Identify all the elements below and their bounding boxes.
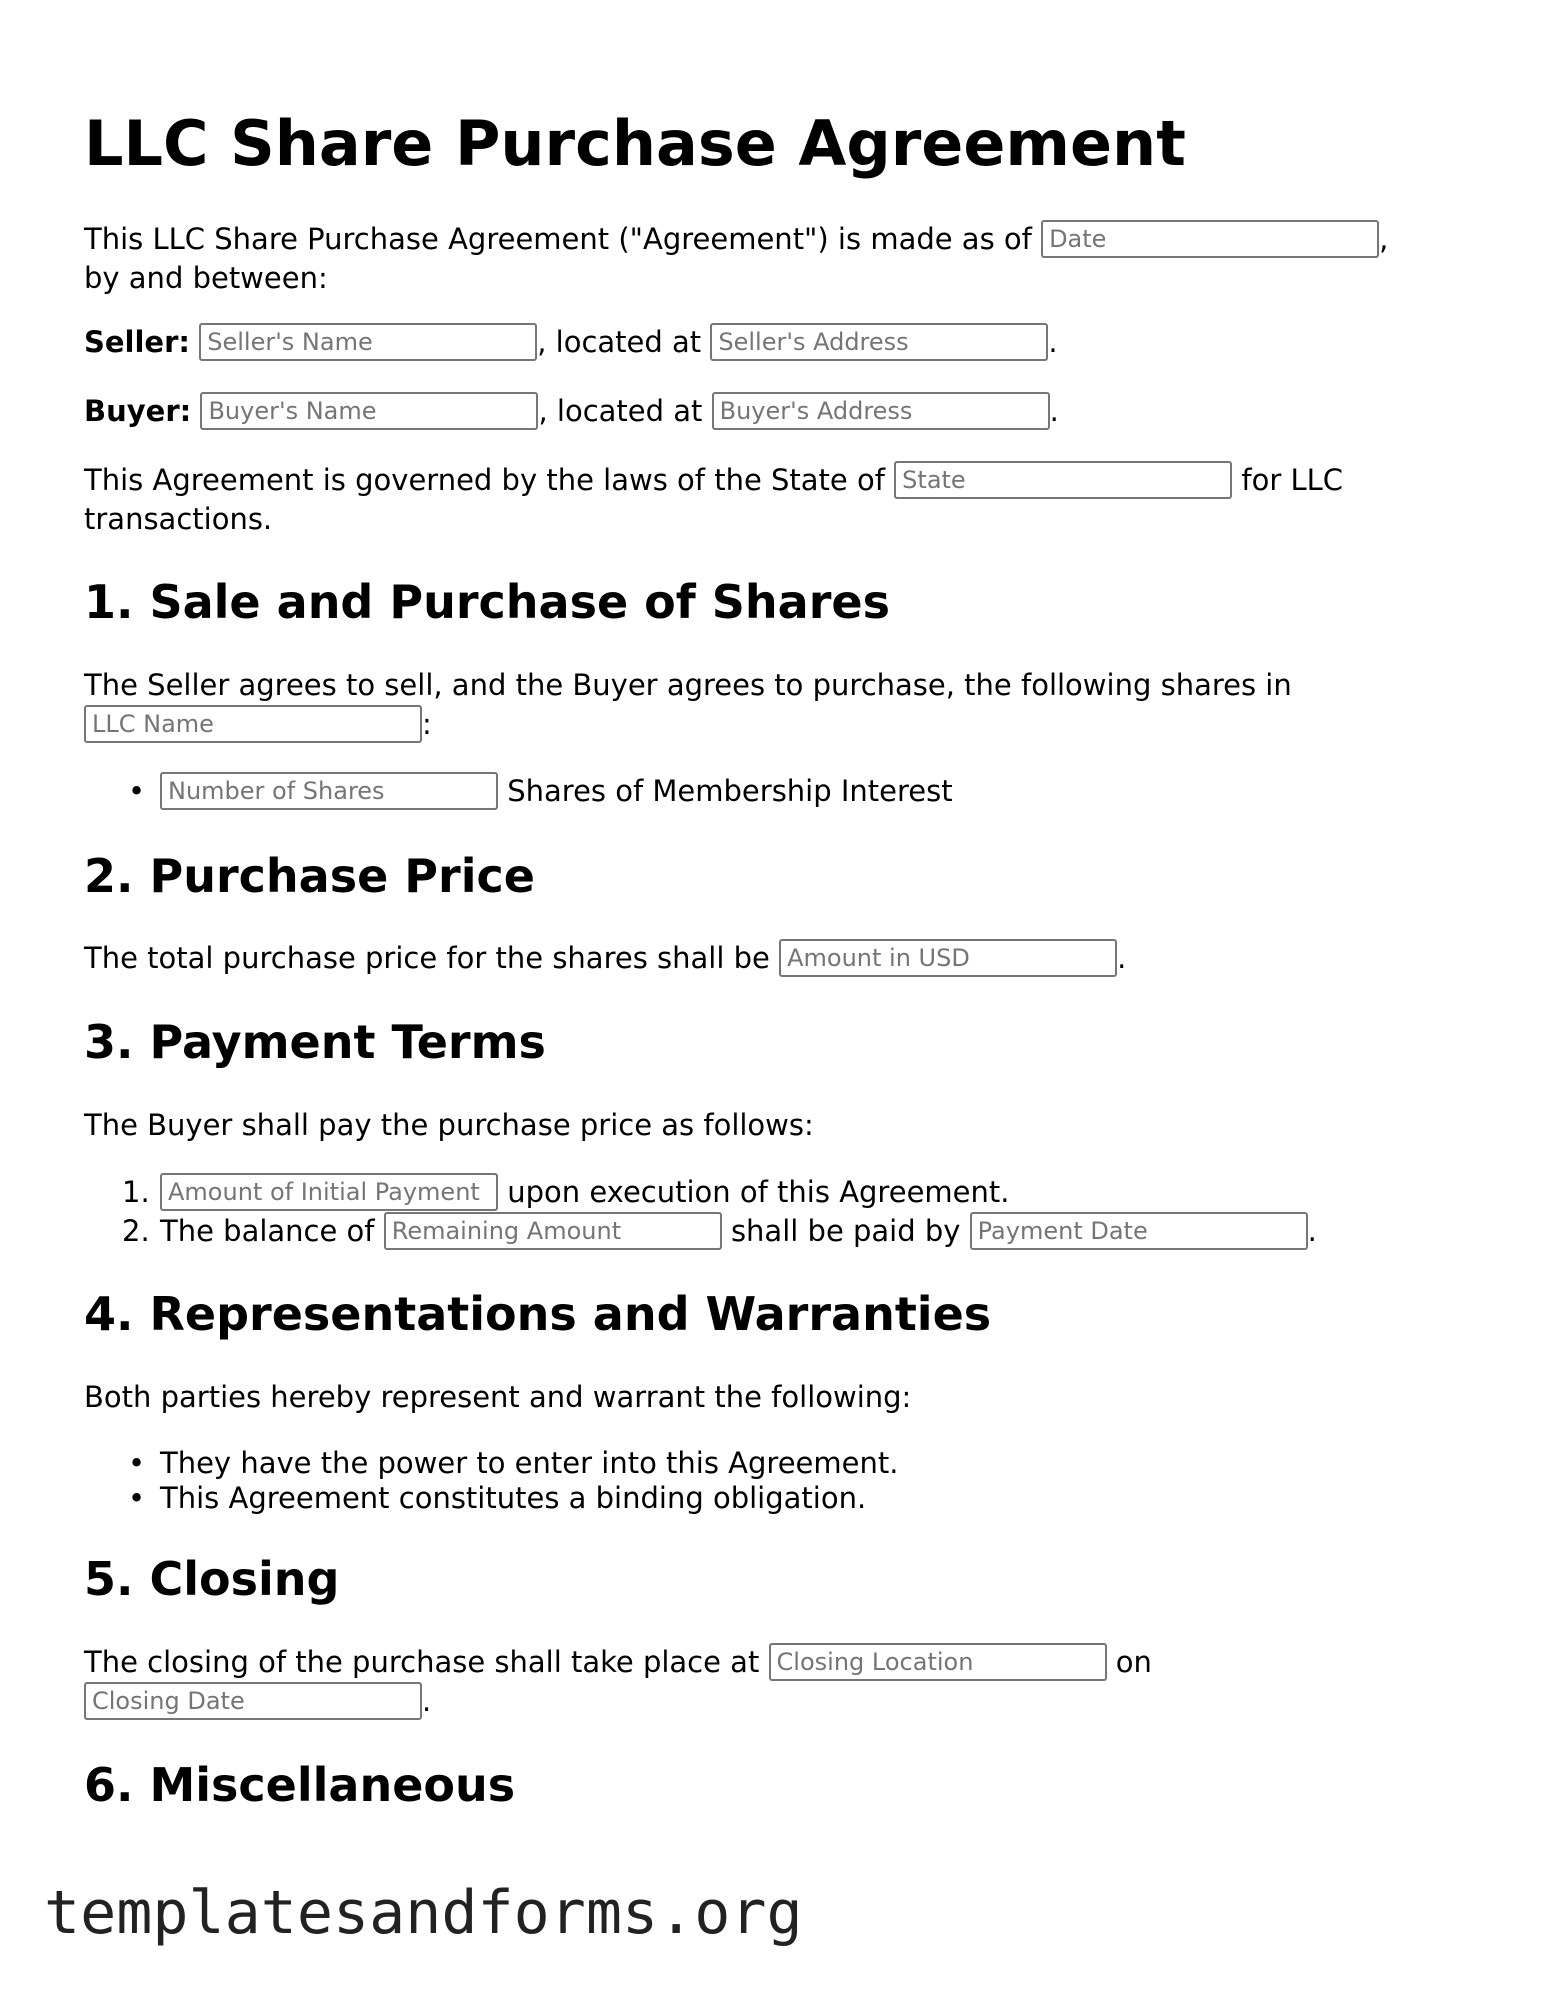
payment-terms-list bbox=[84, 1173, 1317, 1251]
section-1-paragraph bbox=[84, 666, 1292, 744]
buyer-paragraph bbox=[84, 392, 1059, 431]
list-item bbox=[84, 1481, 898, 1516]
section-4-text: Both parties hereby represent and warrant the following: bbox=[84, 1380, 912, 1414]
list-number: 2. bbox=[122, 1214, 150, 1248]
list-item bbox=[84, 1446, 898, 1481]
seller-period: . bbox=[1048, 325, 1058, 359]
section-4-heading: 4. Representations and Warranties bbox=[84, 1287, 992, 1341]
governing-law-paragraph bbox=[84, 461, 1343, 539]
initial-payment-text: upon execution of this Agreement. bbox=[507, 1175, 1010, 1209]
section-1-list bbox=[84, 773, 953, 810]
section-1-heading: 1. Sale and Purchase of Shares bbox=[84, 575, 890, 629]
bullet-marker: • bbox=[128, 1446, 146, 1480]
seller-paragraph bbox=[84, 323, 1058, 362]
section-4-paragraph bbox=[84, 1378, 911, 1417]
page-title: LLC Share Purchase Agreement bbox=[84, 107, 1186, 180]
section-5-heading: 5. Closing bbox=[84, 1552, 340, 1606]
section-5-text: The closing of the purchase shall take place at bbox=[84, 1645, 760, 1679]
section-2-period: . bbox=[1117, 941, 1127, 975]
closing-period: . bbox=[422, 1684, 432, 1718]
governing-text: This Agreement is governed by the laws of the State of bbox=[84, 463, 885, 497]
seller-address-field[interactable] bbox=[710, 323, 1048, 361]
remaining-amount-field[interactable] bbox=[384, 1212, 722, 1250]
intro-paragraph bbox=[84, 220, 1388, 298]
section-3-paragraph bbox=[84, 1106, 814, 1145]
warranty-text: This Agreement constitutes a binding obligation. bbox=[160, 1481, 867, 1515]
closing-location-field[interactable] bbox=[769, 1643, 1107, 1681]
buyer-located-at: , located at bbox=[538, 394, 703, 428]
intro-text: This LLC Share Purchase Agreement ("Agreement") is made as of bbox=[84, 222, 1032, 256]
section-3-text: The Buyer shall pay the purchase price as follows: bbox=[84, 1108, 814, 1142]
list-item bbox=[84, 1212, 1317, 1251]
paid-by-text: shall be paid by bbox=[730, 1214, 961, 1248]
llc-name-field[interactable] bbox=[84, 705, 422, 743]
payment-date-field[interactable] bbox=[970, 1212, 1308, 1250]
payment-period: . bbox=[1307, 1214, 1317, 1248]
state-field[interactable] bbox=[894, 461, 1232, 499]
initial-payment-field[interactable] bbox=[160, 1173, 498, 1211]
bullet-marker: • bbox=[128, 774, 146, 808]
section-2-text: The total purchase price for the shares shall be bbox=[84, 941, 770, 975]
governing-text-after: for LLC bbox=[1241, 463, 1344, 497]
seller-name-field[interactable] bbox=[199, 323, 537, 361]
closing-date-field[interactable] bbox=[84, 1682, 422, 1720]
closing-on-text: on bbox=[1115, 1645, 1152, 1679]
number-of-shares-field[interactable] bbox=[160, 772, 498, 810]
intro-text-wrap: by and between: bbox=[84, 261, 328, 295]
warranties-list bbox=[84, 1446, 898, 1516]
bullet-marker: • bbox=[128, 1481, 146, 1515]
balance-text: The balance of bbox=[160, 1214, 375, 1248]
governing-text-wrap: transactions. bbox=[84, 502, 273, 536]
purchase-amount-field[interactable] bbox=[779, 939, 1117, 977]
section-6-heading: 6. Miscellaneous bbox=[84, 1758, 516, 1812]
section-2-paragraph bbox=[84, 939, 1126, 978]
watermark: templatesandforms.org bbox=[44, 1878, 803, 1948]
seller-located-at: , located at bbox=[537, 325, 702, 359]
buyer-name-field[interactable] bbox=[200, 392, 538, 430]
list-item bbox=[84, 1173, 1317, 1212]
agreement-date-field[interactable] bbox=[1041, 220, 1379, 258]
seller-label: Seller: bbox=[84, 325, 191, 359]
section-2-heading: 2. Purchase Price bbox=[84, 849, 535, 903]
buyer-period: . bbox=[1049, 394, 1059, 428]
buyer-address-field[interactable] bbox=[712, 392, 1050, 430]
intro-comma: , bbox=[1379, 222, 1389, 256]
section-5-paragraph bbox=[84, 1643, 1152, 1721]
warranty-text: They have the power to enter into this Agreement. bbox=[160, 1446, 899, 1480]
buyer-label: Buyer: bbox=[84, 394, 192, 428]
list-item bbox=[84, 773, 953, 810]
shares-text: Shares of Membership Interest bbox=[507, 774, 953, 808]
section-1-text: The Seller agrees to sell, and the Buyer agrees to purchase, the following shares in bbox=[84, 668, 1292, 702]
list-number: 1. bbox=[122, 1175, 150, 1209]
section-3-heading: 3. Payment Terms bbox=[84, 1015, 546, 1069]
section-1-colon: : bbox=[422, 707, 432, 741]
